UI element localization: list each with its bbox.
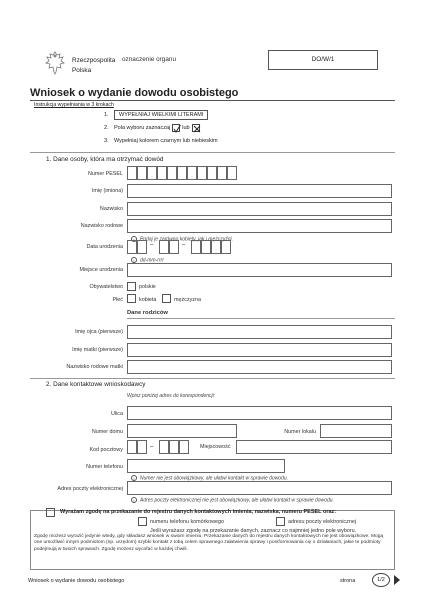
cross-example-icon — [192, 124, 200, 132]
section-1-title: 1. Dane osoby, która ma otrzymać dowód — [46, 156, 164, 163]
mother-name-field[interactable] — [127, 343, 392, 357]
email-field[interactable] — [127, 481, 392, 495]
postal-code-cell[interactable] — [159, 440, 169, 454]
consent-email-label: adresu poczty elektronicznej — [288, 519, 357, 525]
section-divider — [30, 152, 395, 153]
consent-body-text: Zgodę możesz wyrazić jedynie wtedy, gdy składasz wniosek w swoim imieniu. Przekazanie danych do rejestru danych kontaktowych nie jest obowiązkowe. Mogą one umożliwić innym podmiotom (np. urzędom) szybki kontakt z tobą celem sprawnego załatwienia sprawy i poinformowania cię o działaniach, jakie te podmioty podejmują w twoich sprawach. Zgodę możesz wycofać w każdej chwili. — [34, 534, 384, 552]
footer-form-name: Wniosek o wydanie dowodu osobistego — [28, 578, 125, 584]
sex-female-label: kobieta — [139, 297, 157, 303]
pesel-cell[interactable] — [147, 166, 157, 180]
postal-code-cell[interactable] — [137, 440, 147, 454]
pesel-cell[interactable] — [187, 166, 197, 180]
instruction-step-2 — [104, 121, 218, 134]
title-divider — [30, 100, 395, 101]
next-page-arrow-icon[interactable] — [394, 575, 400, 585]
citizenship-label: Obywatelstwo — [89, 284, 123, 290]
step-or: lub — [182, 124, 190, 131]
issuer-line1: Rzeczpospolita — [72, 57, 116, 64]
instructions-list — [104, 108, 218, 147]
pesel-cell[interactable] — [127, 166, 137, 180]
parents-heading: Dane rodziców — [127, 310, 168, 316]
birth-place-label: Miejsce urodzenia — [79, 267, 123, 273]
info-icon: i — [131, 257, 137, 263]
family-name-hint-text: Podaj je zarówno kobiety, jak i mężczyźni. — [140, 236, 234, 243]
family-name-label: Nazwisko rodowe — [80, 223, 123, 229]
step-text: Pola wyboru zaznaczaj — [114, 124, 171, 131]
street-field[interactable] — [127, 406, 392, 420]
issuer-line2: Polska — [72, 67, 92, 74]
step-text: WYPEŁNIAJ WIELKIMI LITERAMI — [114, 110, 208, 120]
issuer-name — [72, 56, 115, 76]
step-number: 1. — [104, 111, 109, 118]
section-2-title: 2. Dane kontaktowe wnioskodawcy — [46, 381, 146, 388]
section-divider — [30, 378, 395, 379]
sex-male-label: mężczyzna — [174, 297, 201, 303]
phone-hint-text: Numer nie jest obowiązkowy, ale ułatwi kontakt w sprawie dowodu. — [140, 475, 289, 482]
city-label: Miejscowość — [200, 444, 231, 450]
pesel-cell[interactable] — [167, 166, 177, 180]
page-number: 1/2 — [372, 573, 390, 587]
pesel-label: Numer PESEL — [87, 171, 123, 177]
phone-label: Numer telefonu — [86, 464, 123, 470]
citizenship-option-label: polskie — [139, 284, 156, 290]
pesel-cell[interactable] — [177, 166, 187, 180]
surname-field[interactable] — [127, 202, 392, 216]
step-number: 2. — [104, 124, 109, 131]
birth-date-cell[interactable] — [137, 240, 147, 254]
email-hint — [131, 497, 334, 503]
mother-name-label: Imię matki (pierwsze) — [72, 347, 123, 353]
birth-date-cell[interactable] — [191, 240, 201, 254]
step-text: Wypełniaj kolorem czarnym lub niebieskim — [114, 137, 218, 144]
authority-label: oznaczenie organu — [122, 56, 177, 63]
citizenship-checkbox[interactable] — [127, 282, 136, 291]
house-number-label: Numer domu — [91, 429, 123, 435]
postal-code-cell[interactable] — [169, 440, 179, 454]
consent-title: Wyrażam zgodę na przekazanie do rejestru danych kontaktowych imienia, nazwiska, numeru PESEL oraz: — [60, 509, 337, 515]
postal-code-cell[interactable] — [179, 440, 189, 454]
first-name-label: Imię (imiona) — [91, 188, 123, 194]
birth-date-cell[interactable] — [221, 240, 231, 254]
pesel-cell[interactable] — [197, 166, 207, 180]
form-code: DO/W/1 — [268, 50, 378, 70]
consent-checkbox[interactable] — [46, 508, 55, 517]
pesel-cell[interactable] — [157, 166, 167, 180]
flat-number-field[interactable] — [320, 424, 392, 438]
phone-field[interactable] — [127, 459, 285, 473]
info-icon: i — [131, 475, 137, 481]
flat-number-label: Numer lokalu — [284, 429, 316, 435]
family-name-field[interactable] — [127, 219, 392, 233]
mother-family-name-label: Nazwisko rodowe matki — [66, 364, 123, 370]
date-separator: – — [182, 242, 186, 248]
birth-date-cell[interactable] — [169, 240, 179, 254]
sex-male-checkbox[interactable] — [162, 294, 171, 303]
birth-date-label: Data urodzenia — [86, 244, 123, 250]
birth-date-cell[interactable] — [211, 240, 221, 254]
eagle-emblem-icon — [44, 50, 66, 76]
street-label: Ulica — [111, 411, 123, 417]
postal-separator: – — [150, 444, 154, 450]
instruction-step-1 — [104, 108, 218, 121]
consent-email-checkbox[interactable] — [276, 517, 285, 526]
postal-code-cell[interactable] — [127, 440, 137, 454]
info-icon: i — [131, 236, 137, 242]
pesel-cell[interactable] — [207, 166, 217, 180]
sex-label: Płeć — [112, 297, 123, 303]
house-number-field[interactable] — [127, 424, 237, 438]
date-separator: – — [150, 242, 154, 248]
city-field[interactable] — [236, 440, 392, 454]
email-label: Adres poczty elektronicznej — [57, 486, 123, 492]
footer-page-label: strona — [340, 578, 356, 584]
father-name-label: Imię ojca (pierwsze) — [75, 329, 123, 335]
postal-code-label: Kod pocztowy — [89, 447, 123, 453]
pesel-cell[interactable] — [227, 166, 237, 180]
checkmark-example-icon — [172, 124, 180, 132]
consent-phone-label: numeru telefonu komórkowego — [150, 519, 225, 525]
sex-female-checkbox[interactable] — [127, 294, 136, 303]
consent-phone-checkbox[interactable] — [138, 517, 147, 526]
birth-date-cell[interactable] — [127, 240, 137, 254]
step-number: 3. — [104, 137, 109, 144]
instruction-step-3 — [104, 134, 218, 147]
info-icon: i — [131, 497, 137, 503]
mother-family-name-field[interactable] — [127, 360, 392, 374]
father-name-field[interactable] — [127, 325, 392, 339]
birth-date-format: dd-mm-rrrr — [140, 257, 164, 264]
pesel-cell[interactable] — [217, 166, 227, 180]
birth-date-cell[interactable] — [159, 240, 169, 254]
consent-note: Jeśli wyrażasz zgodę na przekazanie danych, zaznacz co najmniej jedno pole wyboru. — [150, 528, 357, 534]
instructions-heading: Instrukcja wypełniania w 3 krokach — [34, 102, 114, 108]
birth-date-cell[interactable] — [201, 240, 211, 254]
email-hint-text: Adres poczty elektronicznej nie jest obowiązkowy, ale ułatwi kontakt w sprawie dowodu. — [140, 497, 334, 504]
surname-label: Nazwisko — [99, 206, 123, 212]
first-name-field[interactable] — [127, 184, 392, 198]
address-hint: Wpisz poniżej adres do korespondencji: — [127, 393, 216, 399]
birth-place-field[interactable] — [127, 263, 392, 277]
parents-divider — [127, 318, 395, 319]
form-title: Wniosek o wydanie dowodu osobistego — [30, 87, 239, 99]
pesel-cell[interactable] — [137, 166, 147, 180]
